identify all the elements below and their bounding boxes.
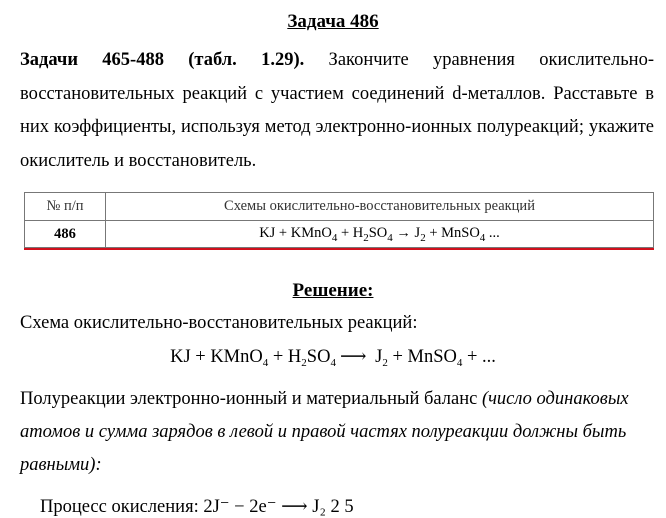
formula-part: KJ + KMnO: [259, 224, 332, 241]
formula-part: → J: [392, 224, 421, 241]
half-reactions-label: Полуреакции электронно-ионный и материальный баланс: [20, 389, 482, 409]
formula-sub: 2: [301, 357, 307, 369]
table-header-row: [25, 193, 654, 221]
reaction-equation: [0, 346, 666, 369]
formula-part: + H: [268, 347, 302, 367]
oxidation-process-line: Процесс окисления: 2J⁻ − 2e⁻ ⟶ J₂ 2 5: [40, 497, 354, 517]
formula-part: + H: [337, 224, 364, 241]
formula-part: + ...: [462, 347, 496, 367]
formula-part: SO: [368, 224, 388, 241]
task-description: [20, 44, 654, 178]
row-reaction: [106, 221, 654, 248]
arrow-icon: ⟶: [339, 347, 367, 367]
formula-sub: 2: [382, 357, 388, 369]
header-number: № п/п: [25, 193, 106, 221]
formula-part: SO: [306, 347, 331, 367]
formula-sub: 2: [363, 231, 369, 244]
formula-part: + MnSO: [425, 224, 480, 241]
formula-part: + MnSO: [387, 347, 457, 367]
red-underline: [24, 248, 654, 250]
formula-sub: 2: [420, 231, 426, 244]
formula-sub: 4: [387, 231, 393, 244]
reaction-table: [24, 192, 654, 248]
formula-part: KJ + KMnO: [170, 347, 263, 367]
table-row: [25, 221, 654, 248]
formula-sub: 4: [479, 231, 486, 244]
formula-sub: 4: [456, 357, 463, 369]
task-title: Задача 486: [287, 11, 379, 32]
half-reactions-note: (число одинаковых атомов и сумма зарядов в левой и правой частях полуреакции должны быть равными):: [20, 389, 629, 475]
formula-sub: 4: [262, 357, 269, 369]
solution-title: Решение:: [292, 280, 374, 301]
half-reactions-text: [20, 383, 654, 482]
formula-part: ...: [485, 224, 500, 241]
formula-sub: 4: [331, 231, 338, 244]
task-range-label: Задачи 465-488 (табл. 1.29).: [20, 50, 305, 70]
formula-part: J: [370, 347, 383, 367]
formula-sub: 4: [330, 357, 336, 369]
scheme-label: Схема окислительно-восстановительных реакций:: [20, 313, 418, 333]
row-number: 486: [25, 221, 106, 248]
task-text: Закончите уравнения окислительно-восстановительных реакций с участием соединений d-металлов. Расставьте в них коэффициенты, используя метод электронно-ионных полуреакций; укажите окислитель и восстановитель.: [20, 50, 654, 171]
header-schemes: Схемы окислительно-восстановительных реакций: [106, 193, 654, 221]
